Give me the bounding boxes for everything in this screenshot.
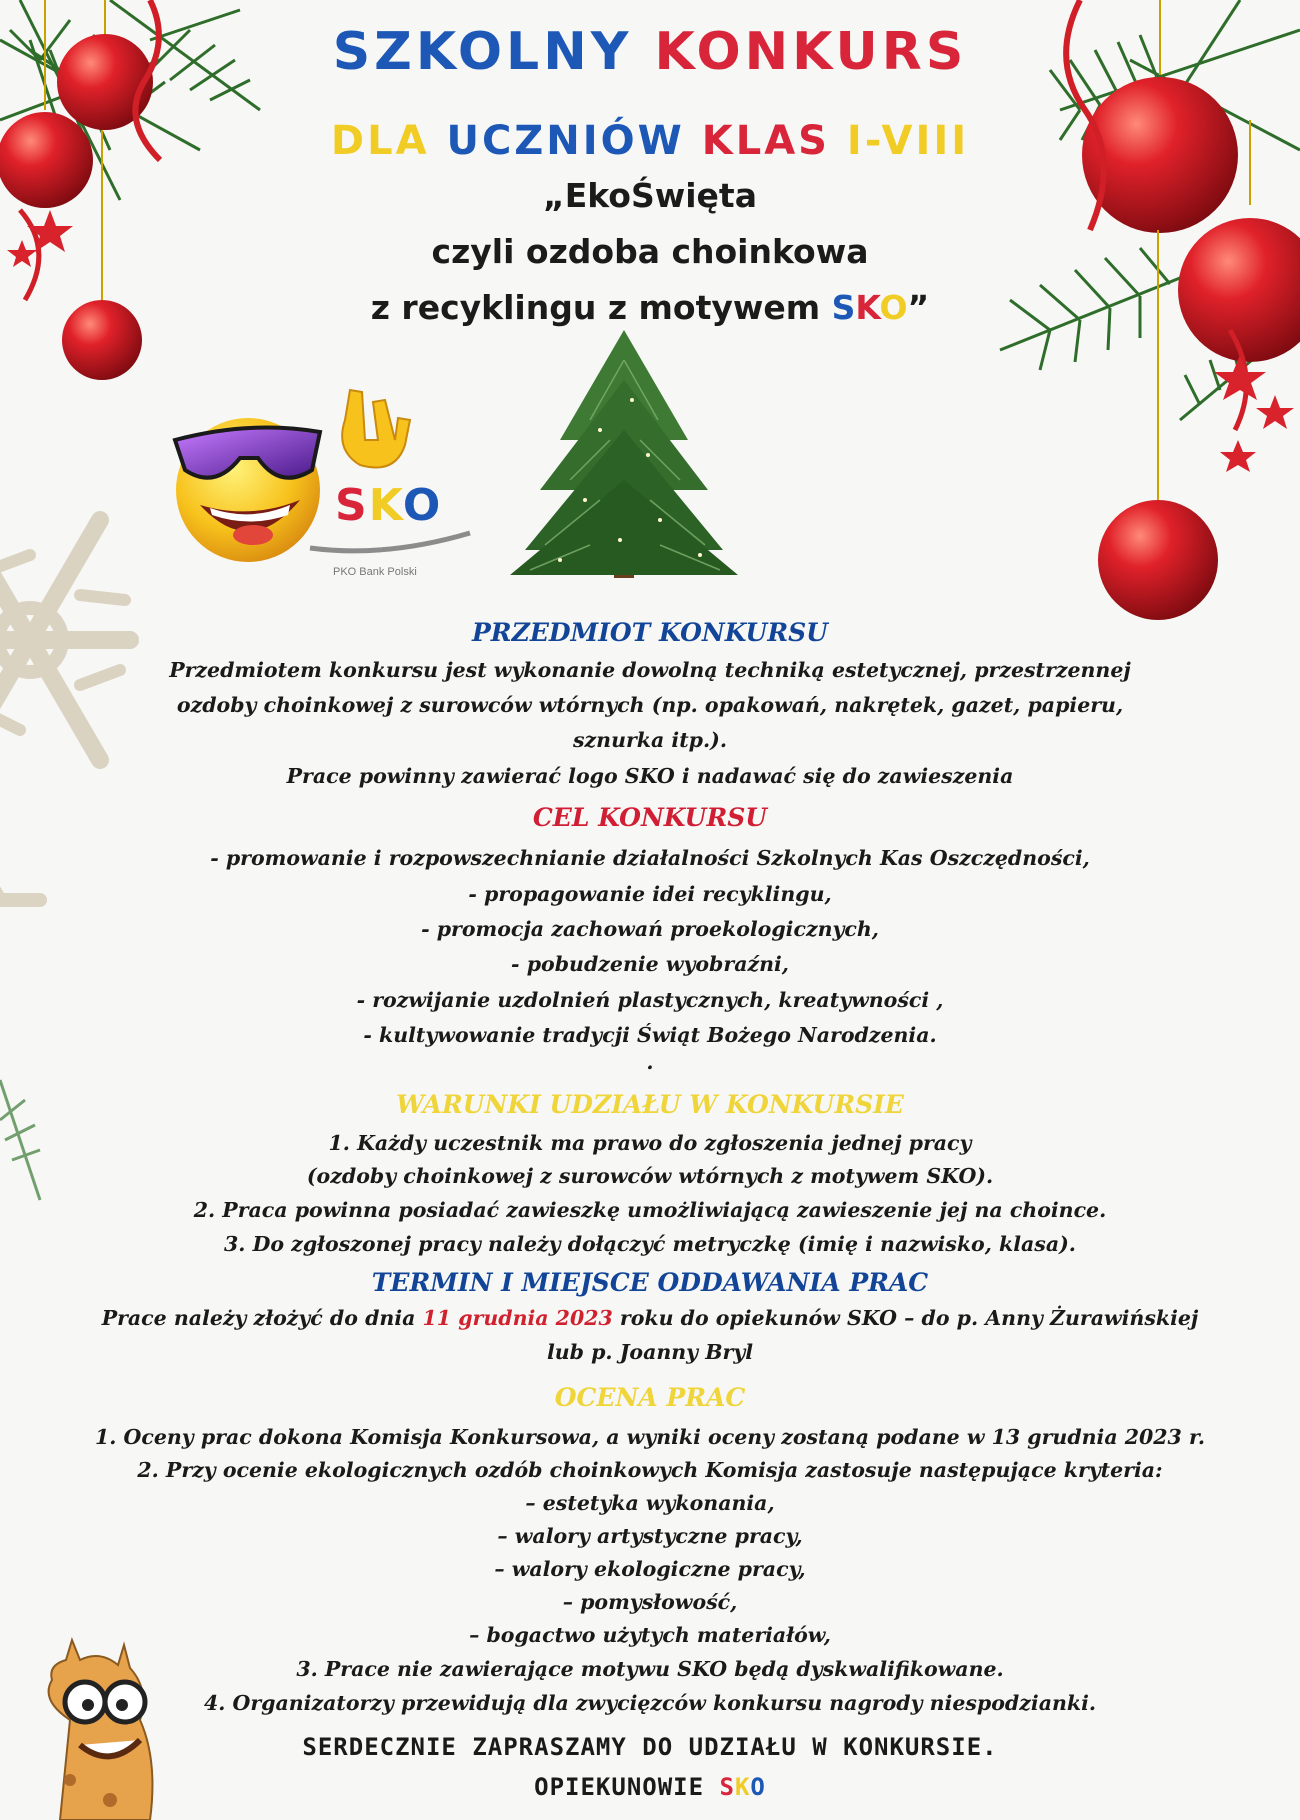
title-word-klas: KLAS bbox=[701, 118, 830, 164]
deadline-suffix: roku do opiekunów SKO – do p. Anny Żurawińskiej bbox=[612, 1306, 1199, 1330]
conditions-line: 1. Każdy uczestnik ma prawo do zgłoszenia jednej pracy bbox=[328, 1131, 972, 1155]
rock-hand bbox=[342, 390, 410, 468]
title-line-1 bbox=[0, 22, 1300, 82]
title-line-2 bbox=[0, 118, 1300, 164]
footer-sko-s: S bbox=[719, 1773, 735, 1801]
goal-line: - pobudzenie wyobraźni, bbox=[511, 952, 789, 976]
conditions-line: 2. Praca powinna posiadać zawieszkę umożliwiającą zawieszenie jej na choince. bbox=[193, 1198, 1107, 1222]
conditions-line: (ozdoby choinkowej z surowców wtórnych z motywem SKO). bbox=[306, 1164, 994, 1188]
deadline-date: 11 grudnia 2023 bbox=[422, 1306, 613, 1330]
evaluation-line: 2. Przy ocenie ekologicznych ozdób choinkowych Komisja zastosuje następujące kryteria: bbox=[137, 1458, 1163, 1482]
subtitle-line-3-suffix: ” bbox=[907, 288, 930, 327]
sko-letter-s: S bbox=[335, 480, 369, 531]
evaluation-line: – bogactwo użytych materiałów, bbox=[469, 1623, 831, 1647]
subject-line: sznurka itp.). bbox=[573, 728, 727, 752]
goal-line: - promowanie i rozpowszechnianie działalności Szkolnych Kas Oszczędności, bbox=[210, 846, 1090, 870]
sko-logo-text bbox=[335, 480, 442, 531]
title-word-szkolny: SZKOLNY bbox=[332, 22, 633, 82]
evaluation-line: – pomysłowość, bbox=[562, 1590, 738, 1614]
subtitle-line-2: czyli ozdoba choinkowa bbox=[431, 232, 869, 271]
footer-invitation: SERDECZNIE ZAPRASZAMY DO UDZIAŁU W KONKURSIE. bbox=[302, 1733, 998, 1761]
evaluation-line: 1. Oceny prac dokona Komisja Konkursowa, a wyniki oceny zostaną podane w 13 grudnia 2023 r. bbox=[94, 1425, 1206, 1449]
sko-logo bbox=[325, 470, 475, 578]
section-heading-evaluation: OCENA PRAC bbox=[554, 1383, 746, 1412]
goal-line: - promocja zachowań proekologicznych, bbox=[421, 917, 879, 941]
deadline-line-2: lub p. Joanny Bryl bbox=[546, 1340, 754, 1364]
section-heading-deadline: TERMIN I MIEJSCE ODDAWANIA PRAC bbox=[371, 1268, 929, 1297]
section-heading-goal: CEL KONKURSU bbox=[532, 803, 768, 832]
sko-swoosh bbox=[305, 528, 475, 558]
title-word-dla: DLA bbox=[330, 118, 430, 164]
goal-line: - propagowanie idei recyklingu, bbox=[468, 882, 832, 906]
evaluation-line: 3. Prace nie zawierające motywu SKO będą dyskwalifikowane. bbox=[296, 1657, 1004, 1681]
evaluation-line: – walory artystyczne pracy, bbox=[497, 1524, 803, 1548]
sko-letter-o: O bbox=[402, 480, 443, 531]
subtitle-sko-s: S bbox=[831, 288, 856, 327]
deadline-prefix: Prace należy złożyć do dnia bbox=[101, 1306, 423, 1330]
goal-line: - rozwijanie uzdolnień plastycznych, kreatywności , bbox=[356, 988, 944, 1012]
goal-line: - kultywowanie tradycji Świąt Bożego Narodzenia. bbox=[363, 1023, 937, 1047]
evaluation-line: – estetyka wykonania, bbox=[525, 1491, 775, 1515]
deadline-line-1 bbox=[0, 1306, 1300, 1330]
goal-line-dot: . bbox=[646, 1050, 654, 1074]
subtitle-line-1: „EkoŚwięta bbox=[543, 176, 757, 215]
subtitle-line-3 bbox=[0, 288, 1300, 327]
pko-bank-label: PKO Bank Polski bbox=[333, 566, 417, 578]
subject-line: Przedmiotem konkursu jest wykonanie dowolną techniką estetycznej, przestrzennej bbox=[169, 658, 1131, 682]
evaluation-line: – walory ekologiczne pracy, bbox=[494, 1557, 806, 1581]
subtitle-sko-k: K bbox=[855, 288, 880, 327]
footer-organizers bbox=[0, 1773, 1300, 1801]
subtitle-line-3-prefix: z recyklingu z motywem bbox=[370, 288, 832, 327]
section-heading-conditions: WARUNKI UDZIAŁU W KONKURSIE bbox=[396, 1090, 904, 1119]
conditions-line: 3. Do zgłoszonej pracy należy dołączyć metryczkę (imię i nazwisko, klasa). bbox=[224, 1232, 1076, 1256]
evaluation-line: 4. Organizatorzy przewidują dla zwycięzców konkursu nagrody niespodzianki. bbox=[203, 1691, 1097, 1715]
footer-sko-k: K bbox=[734, 1773, 751, 1801]
subtitle-sko-o: O bbox=[879, 288, 908, 327]
title-word-konkurs: KONKURS bbox=[654, 22, 968, 82]
footer-organizers-prefix: OPIEKUNOWIE bbox=[534, 1773, 720, 1801]
footer-sko-o: O bbox=[750, 1773, 766, 1801]
sko-letter-k: K bbox=[368, 480, 403, 531]
christmas-tree bbox=[510, 330, 738, 578]
title-word-klasy-zakres: I-VIII bbox=[846, 118, 970, 164]
subject-line: Prace powinny zawierać logo SKO i nadawać się do zawieszenia bbox=[286, 764, 1014, 788]
smiley-sunglasses bbox=[175, 418, 320, 562]
title-word-uczniow: UCZNIÓW bbox=[446, 118, 685, 164]
subject-line: ozdoby choinkowej z surowców wtórnych (np. opakowań, nakrętek, gazet, papieru, bbox=[176, 693, 1124, 717]
section-heading-subject: PRZEDMIOT KONKURSU bbox=[472, 618, 828, 647]
